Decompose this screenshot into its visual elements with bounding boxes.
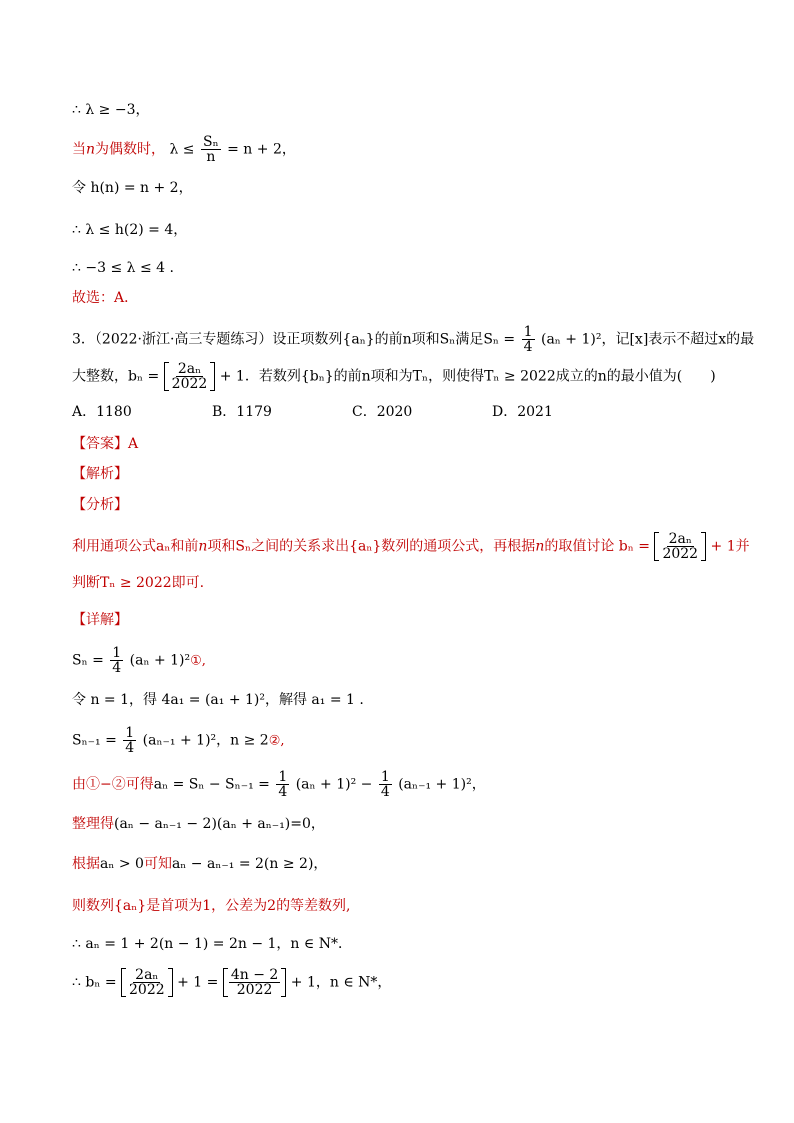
- analysis-line-1: [72, 532, 750, 561]
- even-case-mid: 为偶数时，: [95, 141, 166, 158]
- analysis-text-a: 利用通项公式aₙ和前: [72, 538, 199, 555]
- detail-red-text: 则数列{aₙ}是首项为: [72, 898, 203, 914]
- question-text-a: 3．（2022·浙江·高三专题练习）设正项数列{aₙ}的前n项和Sₙ满足Sₙ =: [72, 331, 516, 348]
- detail-text: (aₙ + 1)²: [129, 652, 191, 669]
- analysis-fraction: [660, 532, 700, 561]
- even-case-fraction: [201, 135, 221, 164]
- even-case-n: n: [86, 141, 96, 158]
- answer-options: [72, 402, 553, 422]
- detail-text: aₙ = Sₙ − Sₙ₋₁ =: [153, 776, 270, 793]
- detail-text: Sₙ =: [72, 652, 104, 669]
- detail-text: + 1，n ∈ N*，: [290, 974, 392, 991]
- option-c: C．2020: [352, 404, 413, 420]
- option-a: A．1180: [72, 404, 132, 420]
- frac-denominator: 2022: [171, 376, 208, 392]
- frac-numerator: 1: [523, 324, 533, 340]
- detail-red-value: 2: [267, 898, 277, 914]
- detail-red-text: 根据: [72, 856, 100, 872]
- frac-denominator: 2022: [129, 982, 165, 998]
- section-fenxi: 【分析】: [72, 497, 128, 513]
- analysis-text-c: 的取值讨论 bₙ =: [544, 538, 650, 555]
- detail-text: (aₙ − aₙ₋₁ − 2)(aₙ + aₙ₋₁)=0，: [114, 816, 325, 832]
- detail-fraction: [123, 726, 136, 755]
- detail-text: aₙ > 0: [100, 856, 144, 872]
- step-range: ∴ −3 ≤ λ ≤ 4 .: [72, 260, 174, 276]
- frac-denominator: 2022: [662, 546, 699, 562]
- step-define-h: 令 h(n) = n + 2，: [72, 180, 193, 196]
- circled-two-marker: ②,: [268, 733, 285, 749]
- question-line-2: [72, 362, 716, 391]
- detail-red-text: 整理得: [72, 816, 114, 832]
- question-fraction-quarter: [522, 325, 535, 354]
- detail-red-text: 的等差数列,: [276, 898, 351, 914]
- detail-text: + 1 =: [177, 974, 219, 991]
- step-choice: 故选：A．: [72, 290, 139, 306]
- detail-difference: [72, 854, 327, 874]
- detail-text: (aₙ₋₁ + 1)²，: [398, 776, 486, 793]
- even-case-math: λ ≤: [169, 141, 195, 158]
- option-d: D．2021: [492, 404, 553, 420]
- question-text-c: 大整数，bₙ =: [72, 368, 160, 385]
- analysis-n-2: n: [535, 538, 545, 555]
- analysis-line-2: 判断Tₙ ≥ 2022即可.: [72, 575, 205, 591]
- detail-fraction: [229, 968, 280, 997]
- frac-denominator: n: [206, 149, 216, 165]
- floor-bracket: [654, 532, 706, 561]
- frac-numerator: 1: [125, 725, 135, 741]
- detail-simplify: [72, 814, 325, 834]
- even-case-tail: = n + 2，: [227, 141, 296, 158]
- frac-denominator: 4: [112, 660, 122, 676]
- circled-one-marker: ①,: [190, 653, 206, 669]
- analysis-n-1: n: [198, 538, 208, 555]
- detail-red-text: 由①−②可得: [72, 776, 154, 793]
- frac-denominator: 4: [125, 740, 135, 756]
- frac-numerator: 1: [278, 769, 288, 785]
- frac-numerator: 2aₙ: [177, 361, 202, 377]
- detail-n-equals-1: 令 n = 1，得 4a₁ = (a₁ + 1)²，解得 a₁ = 1 .: [72, 692, 364, 708]
- frac-numerator: 4n − 2: [230, 967, 279, 983]
- frac-denominator: 4: [278, 784, 288, 800]
- analysis-text-b: 项和Sₙ之间的关系求出{aₙ}数列的通项公式，再根据: [207, 538, 536, 555]
- detail-fraction: [127, 968, 167, 997]
- section-jiexi: 【解析】: [72, 466, 128, 482]
- frac-numerator: Sₙ: [203, 134, 219, 150]
- detail-fraction: [276, 770, 289, 799]
- frac-numerator: 1: [112, 645, 122, 661]
- section-answer: 【答案】A: [72, 436, 139, 452]
- detail-arithmetic-sequence: [72, 896, 351, 916]
- detail-bn-formula: [72, 968, 391, 997]
- question-text-b: (aₙ + 1)²，记[x]表示不超过x的最: [540, 331, 755, 348]
- floor-bracket: [164, 362, 216, 391]
- detail-red-text: 可知: [143, 856, 172, 872]
- question-line-1: [72, 325, 754, 354]
- floor-bracket: [121, 968, 173, 997]
- step-even-case: [72, 135, 296, 164]
- frac-numerator: 1: [380, 769, 390, 785]
- detail-subtract: [72, 770, 486, 799]
- step-lambda-le: ∴ λ ≤ h(2) = 4，: [72, 222, 188, 238]
- detail-text: (aₙ + 1)² −: [295, 776, 373, 793]
- step-lambda-ge: ∴ λ ≥ −3，: [72, 102, 150, 118]
- detail-text: ∴ bₙ =: [72, 974, 117, 991]
- option-b: B．1179: [212, 404, 272, 420]
- detail-text: aₙ − aₙ₋₁ = 2(n ≥ 2)，: [171, 856, 328, 872]
- detail-red-value: 1: [202, 898, 212, 914]
- detail-fraction: [110, 646, 123, 675]
- question-fraction-floor: [170, 362, 210, 391]
- detail-text: Sₙ₋₁ =: [72, 732, 117, 749]
- frac-denominator: 2022: [236, 982, 273, 998]
- floor-bracket: [223, 968, 286, 997]
- detail-fraction: [379, 770, 392, 799]
- detail-sn-formula: [72, 646, 206, 675]
- detail-text: (aₙ₋₁ + 1)²，n ≥ 2: [142, 732, 269, 749]
- even-case-prefix: 当: [72, 141, 86, 158]
- question-text-d: + 1．若数列{bₙ}的前n项和为Tₙ，则使得Tₙ ≥ 2022成立的n的最小值为( ): [219, 368, 716, 385]
- detail-red-text: ，公差为: [211, 898, 268, 914]
- frac-denominator: 4: [380, 784, 390, 800]
- section-xiangjie: 【详解】: [72, 612, 128, 628]
- frac-numerator: 2aₙ: [135, 967, 159, 983]
- detail-sn-minus-1: [72, 726, 285, 755]
- analysis-text-d: + 1并: [710, 538, 750, 555]
- frac-numerator: 2aₙ: [668, 531, 692, 547]
- detail-an-formula: ∴ aₙ = 1 + 2(n − 1) = 2n − 1，n ∈ N*．: [72, 936, 352, 952]
- frac-denominator: 4: [523, 339, 533, 355]
